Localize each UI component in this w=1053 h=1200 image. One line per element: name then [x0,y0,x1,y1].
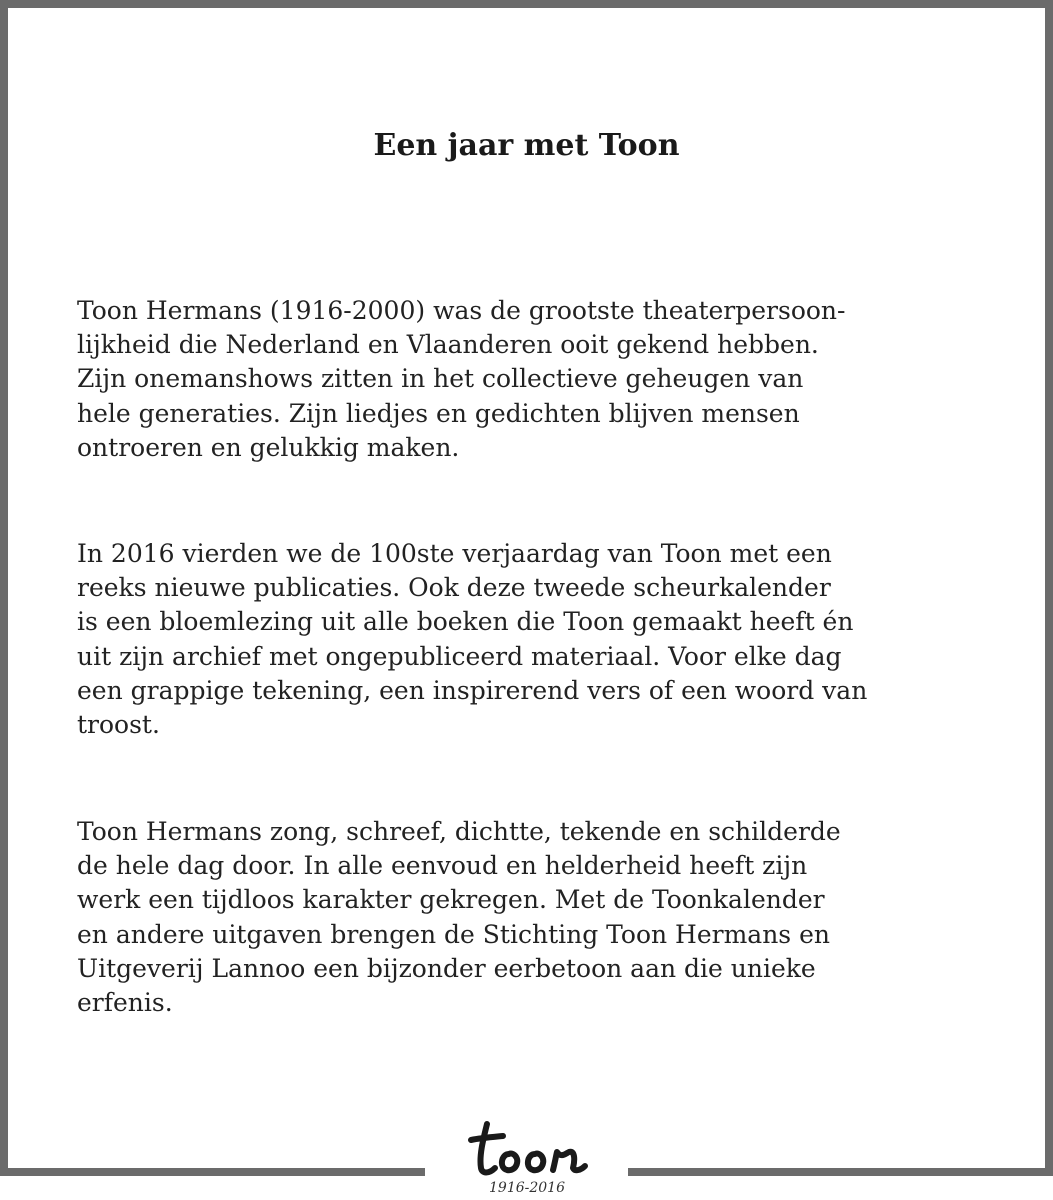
text-line: Toon Hermans (1916-2000) was de grootste theaterpersoon- [77,296,846,325]
text-line: hele generaties. Zijn liedjes en gedichten blijven mensen [77,398,800,428]
frame-left-border [0,0,8,1176]
text-line: Toon Hermans zong, schreef, dichtte, tekende en schilderde [77,817,841,846]
paragraph-intro [77,294,977,465]
frame-top-border [0,0,1053,8]
text-line: uit zijn archief met ongepubliceerd materiaal. Voor elke dag [77,641,842,671]
page-title: Een jaar met Toon [373,128,680,163]
text-line: In 2016 vierden we de 100ste verjaardag van Toon met een [77,539,832,568]
text-line: Zijn onemanshows zitten in het collectieve geheugen van [77,364,804,394]
paragraph-legacy [77,815,977,1020]
logo-years: 1916-2016 [489,1180,565,1196]
frame-bottom-border-left [0,1168,425,1176]
toon-logo [465,1118,589,1200]
text-line: erfenis. [77,988,173,1018]
text-line: reeks nieuwe publicaties. Ook deze tweede scheurkalender [77,573,831,603]
text-line: troost. [77,710,160,740]
text-line: ontroeren en gelukkig maken. [77,432,460,462]
text-line: de hele dag door. In alle eenvoud en helderheid heeft zijn [77,851,808,881]
text-line: een grappige tekening, een inspirerend vers of een woord van [77,675,868,705]
text-line: en andere uitgaven brengen de Stichting Toon Hermans en [77,919,830,949]
text-line: werk een tijdloos karakter gekregen. Met de Toonkalender [77,885,825,915]
text-line: Uitgeverij Lannoo een bijzonder eerbetoon aan die unieke [77,953,816,983]
toon-wordmark-icon [465,1118,589,1180]
paragraph-publications [77,537,977,742]
frame-bottom-border-right [628,1168,1053,1176]
text-line: lijkheid die Nederland en Vlaanderen ooit gekend hebben. [77,330,819,360]
frame-right-border [1045,0,1053,1176]
text-line: is een bloemlezing uit alle boeken die Toon gemaakt heeft én [77,607,854,637]
